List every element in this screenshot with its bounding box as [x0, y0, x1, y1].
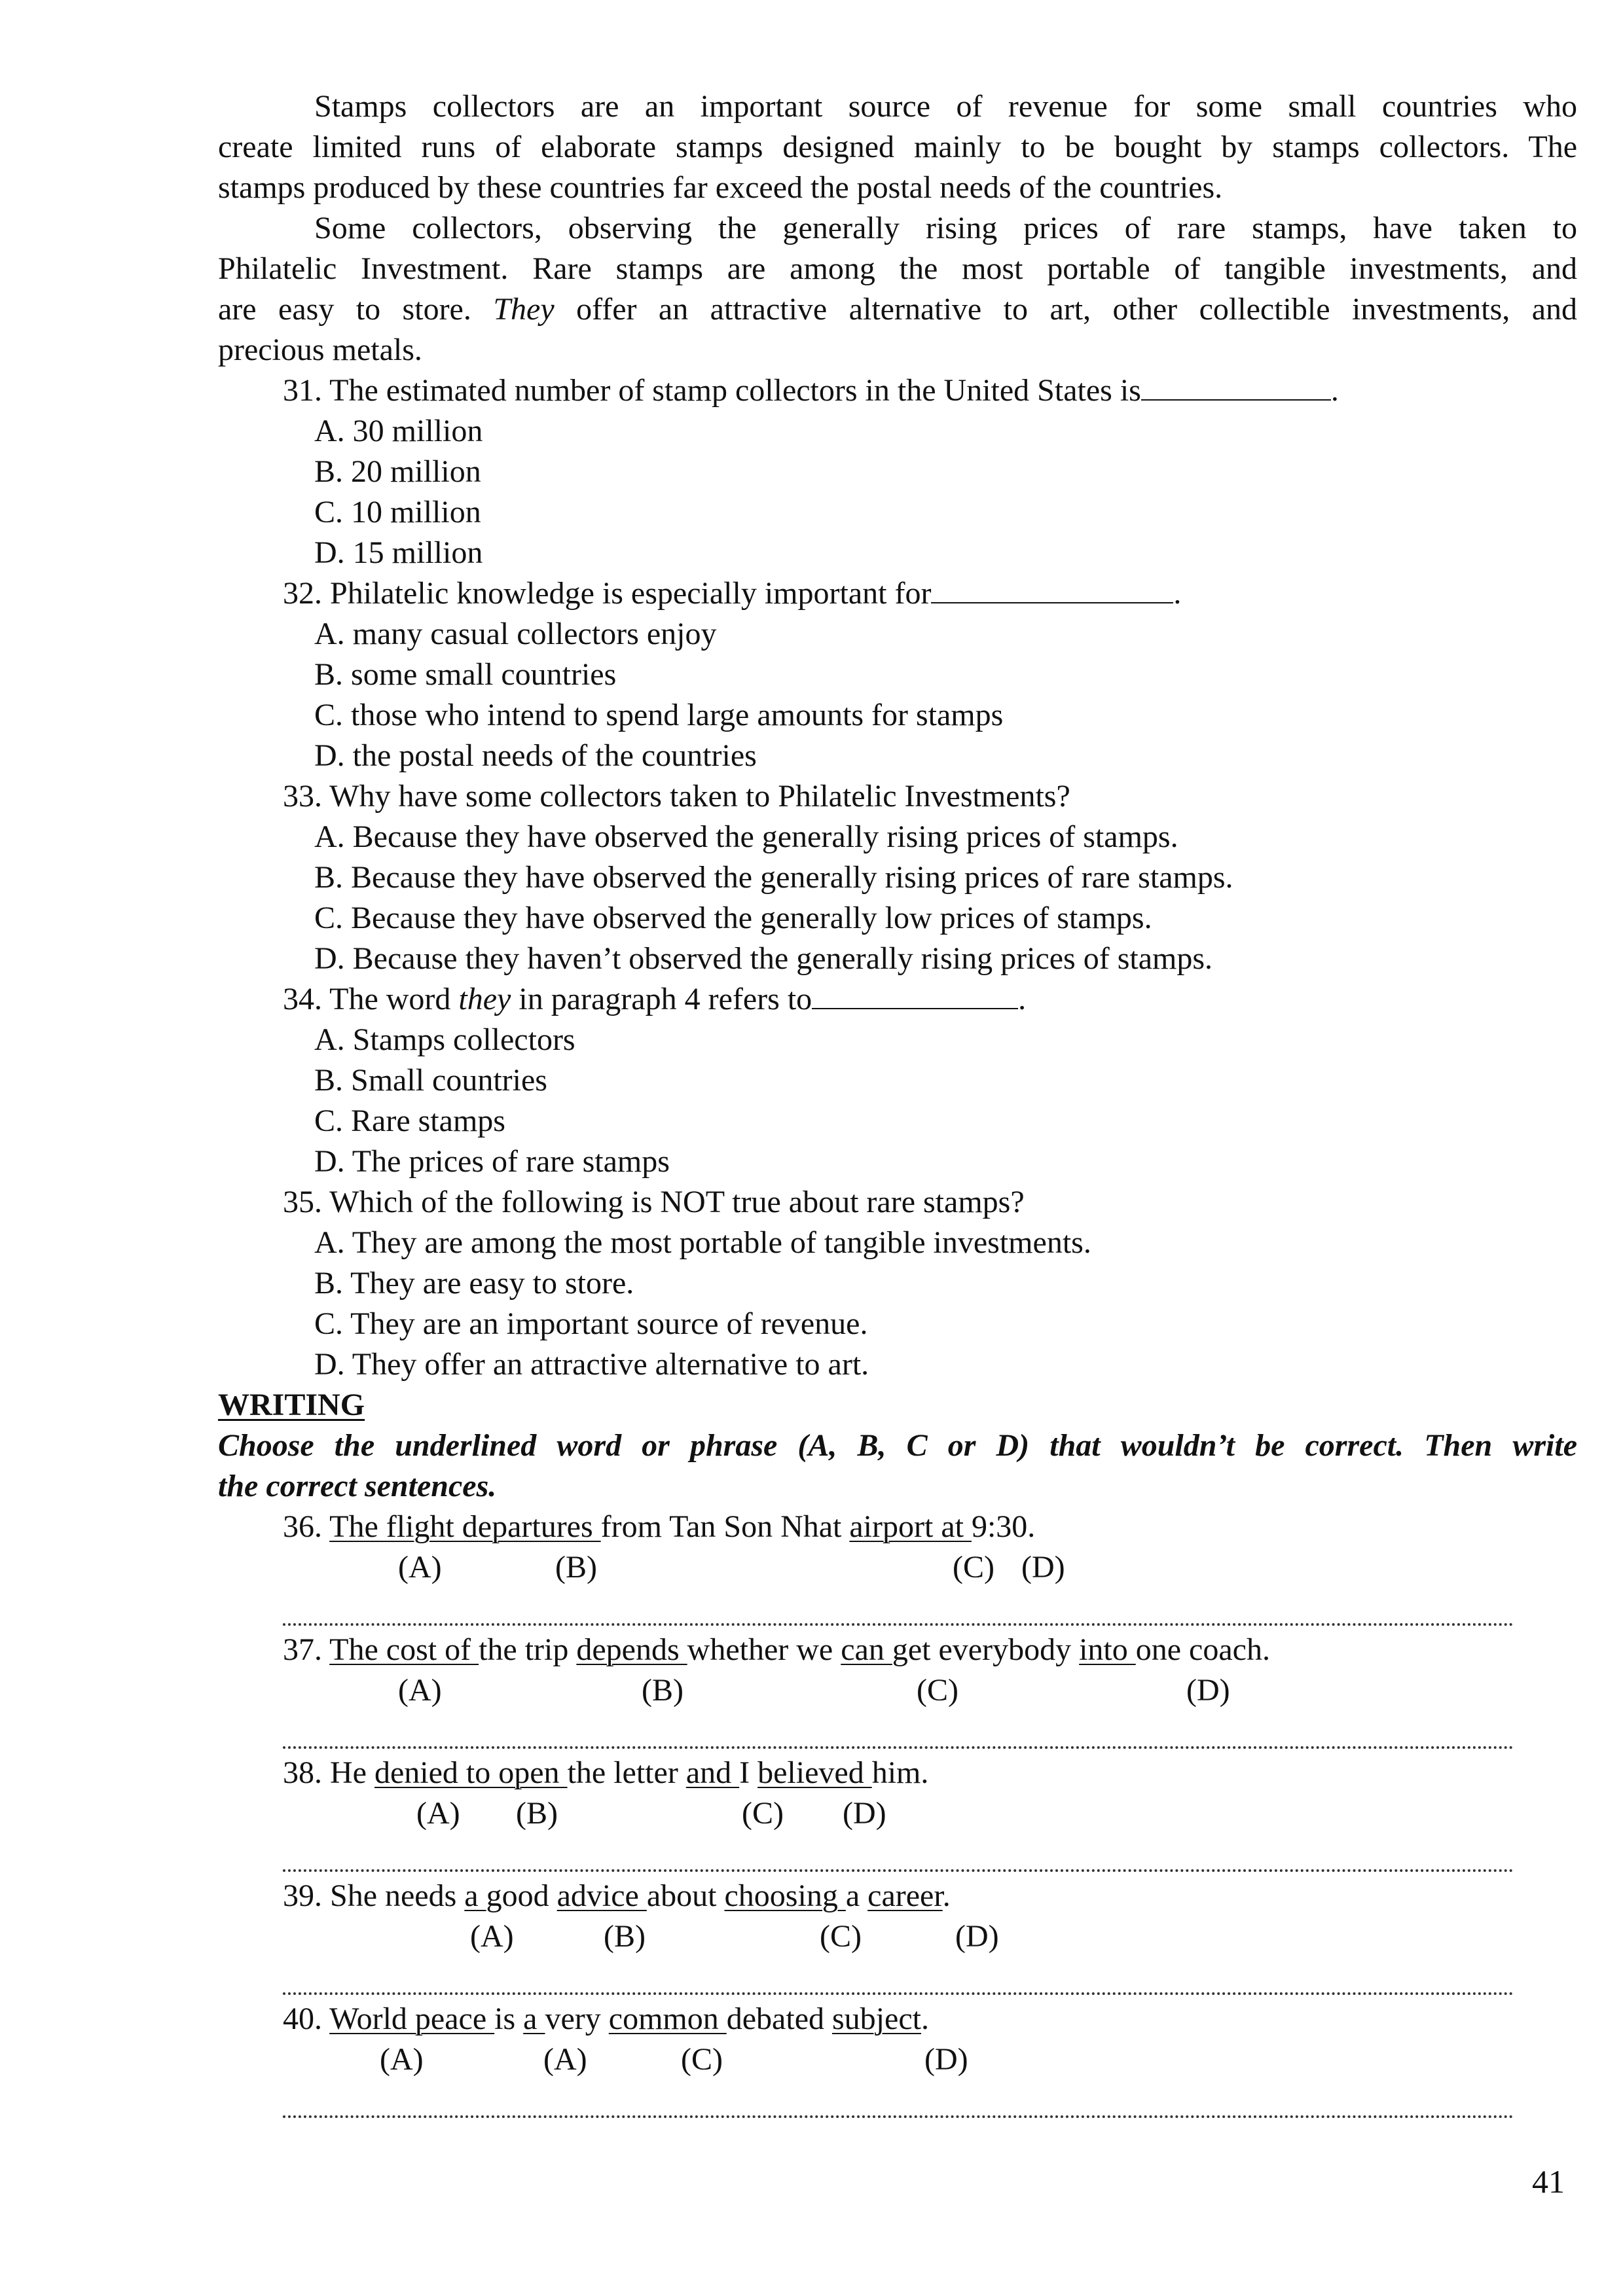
underlined-segment[interactable]: a: [523, 2001, 545, 2036]
item37-answer-line[interactable]: [283, 1720, 1514, 1749]
writing-item-36: [283, 1507, 1035, 1547]
q34-option-c[interactable]: C. Rare stamps: [314, 1103, 505, 1138]
passage-p1-line2: create limited runs of elaborate stamps designed mainly to be bought by stamps collectors. The: [218, 130, 1577, 164]
item36-label-b: (B): [555, 1550, 597, 1585]
underlined-segment[interactable]: airport at: [849, 1509, 972, 1544]
item40-label-c: (C): [681, 2042, 723, 2077]
writing-item-38: [283, 1753, 928, 1793]
q33-option-a[interactable]: A. Because they have observed the generally rising prices of stamps.: [314, 819, 1178, 854]
q34-answer-blank[interactable]: [812, 979, 1018, 1009]
item36-answer-line[interactable]: [283, 1597, 1514, 1626]
question-32-stem: [283, 573, 1181, 614]
sentence-text: 40.: [283, 2001, 330, 2036]
q34-stem-text: in paragraph 4 refers to: [519, 982, 812, 1016]
q32-option-a[interactable]: A. many casual collectors enjoy: [314, 617, 717, 651]
q33-option-d[interactable]: D. Because they haven’t observed the generally rising prices of stamps.: [314, 941, 1213, 976]
item36-label-d: (D): [1021, 1550, 1065, 1585]
sentence-text: good: [486, 1878, 557, 1913]
sentence-text: .: [921, 2001, 929, 2036]
sentence-text: whether we: [687, 1632, 841, 1667]
item40-label-a2: (A): [543, 2042, 587, 2077]
q35-option-a[interactable]: A. They are among the most portable of tangible investments.: [314, 1225, 1091, 1260]
passage-p1-line3: stamps produced by these countries far exceed the postal needs of the countries.: [218, 170, 1223, 205]
writing-heading: WRITING: [218, 1388, 365, 1422]
item40-label-a: (A): [380, 2042, 424, 2077]
q34-option-d[interactable]: D. The prices of rare stamps: [314, 1144, 670, 1179]
q34-option-b[interactable]: B. Small countries: [314, 1063, 547, 1098]
underlined-segment[interactable]: depends: [576, 1632, 687, 1667]
passage-p1-line1: Stamps collectors are an important source of revenue for some small countries who: [314, 89, 1577, 124]
item38-label-d: (D): [843, 1796, 886, 1831]
sentence-text: 36.: [283, 1509, 330, 1544]
writing-instruction-line2: the correct sentences.: [218, 1469, 497, 1503]
underlined-segment[interactable]: a: [464, 1878, 486, 1913]
q31-option-d[interactable]: D. 15 million: [314, 535, 483, 570]
q34-stem-start: 34. The word: [283, 982, 451, 1016]
q31-stem-text: 31. The estimated number of stamp collectors in the United States is: [283, 373, 1141, 408]
sentence-text: him.: [871, 1755, 929, 1790]
underlined-segment[interactable]: believed: [757, 1755, 872, 1790]
item39-label-b: (B): [604, 1919, 646, 1954]
underlined-segment[interactable]: choosing: [724, 1878, 846, 1913]
passage-p2-line1: Some collectors, observing the generally rising prices of rare stamps, have taken to: [314, 211, 1577, 245]
underlined-segment[interactable]: The flight departures: [329, 1509, 601, 1544]
q32-option-d[interactable]: D. the postal needs of the countries: [314, 738, 757, 773]
item37-label-d: (D): [1186, 1673, 1230, 1708]
underlined-segment[interactable]: denied to open: [374, 1755, 568, 1790]
writing-item-37: [283, 1630, 1270, 1670]
writing-item-39: [283, 1876, 951, 1916]
q32-answer-blank[interactable]: [931, 573, 1173, 603]
underlined-segment[interactable]: The cost of: [329, 1632, 479, 1667]
item40-label-d: (D): [924, 2042, 968, 2077]
writing-instruction-line1: Choose the underlined word or phrase (A, B, C or D) that wouldn’t be correct. Then write: [218, 1428, 1577, 1463]
sentence-text: the letter: [567, 1755, 686, 1790]
item39-answer-line[interactable]: [283, 1966, 1514, 1995]
item36-label-c: (C): [953, 1550, 994, 1585]
item39-label-c: (C): [820, 1919, 862, 1954]
sentence-text: .: [942, 1878, 951, 1913]
item38-answer-line[interactable]: [283, 1843, 1514, 1872]
sentence-text: about: [646, 1878, 725, 1913]
q31-option-a[interactable]: A. 30 million: [314, 414, 483, 448]
underlined-segment[interactable]: into: [1079, 1632, 1136, 1667]
q31-option-c[interactable]: C. 10 million: [314, 495, 481, 529]
q33-option-b[interactable]: B. Because they have observed the generally rising prices of rare stamps.: [314, 860, 1233, 895]
q31-stem-end: .: [1330, 373, 1339, 408]
q33-option-c[interactable]: C. Because they have observed the generally low prices of stamps.: [314, 901, 1152, 935]
q32-stem-text: 32. Philatelic knowledge is especially important for: [283, 576, 932, 611]
sentence-text: one coach.: [1135, 1632, 1270, 1667]
sentence-text: I: [739, 1755, 758, 1790]
item38-label-c: (C): [742, 1796, 784, 1831]
passage-p2-line4: precious metals.: [218, 332, 422, 367]
sentence-text: the trip: [479, 1632, 577, 1667]
underlined-segment[interactable]: subject: [832, 2001, 921, 2036]
question-33-stem: 33. Why have some collectors taken to Philatelic Investments?: [283, 779, 1070, 814]
passage-p2-line3: [218, 289, 1577, 330]
q31-answer-blank[interactable]: [1141, 370, 1331, 401]
item36-label-a: (A): [398, 1550, 442, 1585]
q34-option-a[interactable]: A. Stamps collectors: [314, 1022, 575, 1057]
item39-label-d: (D): [955, 1919, 999, 1954]
underlined-segment[interactable]: World peace: [329, 2001, 495, 2036]
q31-option-b[interactable]: B. 20 million: [314, 454, 481, 489]
item38-label-b: (B): [516, 1796, 558, 1831]
question-35-stem: 35. Which of the following is NOT true about rare stamps?: [283, 1185, 1025, 1219]
p2-they-word: They: [493, 292, 555, 327]
question-34-stem: [283, 979, 1026, 1020]
passage-p2-line2: Philatelic Investment. Rare stamps are among the most portable of tangible investments, and: [218, 251, 1577, 286]
q35-option-c[interactable]: C. They are an important source of revenue.: [314, 1306, 868, 1341]
sentence-text: from Tan Son Nhat: [600, 1509, 850, 1544]
sentence-text: 38. He: [283, 1755, 374, 1790]
sentence-text: a: [845, 1878, 868, 1913]
item37-label-c: (C): [917, 1673, 958, 1708]
item38-label-a: (A): [416, 1796, 460, 1831]
sentence-text: 37.: [283, 1632, 330, 1667]
q32-stem-end: .: [1173, 576, 1182, 611]
underlined-segment[interactable]: advice: [556, 1878, 647, 1913]
sentence-text: get everybody: [892, 1632, 1080, 1667]
sentence-text: very: [545, 2001, 609, 2036]
sentence-text: debated: [726, 2001, 832, 2036]
q35-option-b[interactable]: B. They are easy to store.: [314, 1266, 634, 1300]
writing-item-40: [283, 1999, 929, 2039]
item37-label-a: (A): [398, 1673, 442, 1708]
item40-answer-line[interactable]: [283, 2089, 1514, 2118]
underlined-segment[interactable]: career: [867, 1878, 943, 1913]
p2-line3-end: offer an attractive alternative to art, other collectible investments, and: [576, 292, 1578, 327]
page-number: 41: [1532, 2163, 1565, 2200]
underlined-segment[interactable]: can: [841, 1632, 892, 1667]
item39-label-a: (A): [470, 1919, 514, 1954]
sentence-text: 39. She needs: [283, 1878, 465, 1913]
q34-they-word: they: [458, 982, 511, 1016]
q35-option-d[interactable]: D. They offer an attractive alternative to art.: [314, 1347, 869, 1382]
underlined-segment[interactable]: and: [685, 1755, 740, 1790]
underlined-segment[interactable]: common: [608, 2001, 727, 2036]
sentence-text: 9:30.: [971, 1509, 1036, 1544]
question-31-stem: [283, 370, 1339, 411]
q34-stem-end: .: [1018, 982, 1027, 1016]
sentence-text: is: [494, 2001, 524, 2036]
item37-label-b: (B): [642, 1673, 684, 1708]
p2-line3-start: are easy to store.: [218, 292, 471, 327]
q32-option-b[interactable]: B. some small countries: [314, 657, 617, 692]
q32-option-c[interactable]: C. those who intend to spend large amounts for stamps: [314, 698, 1004, 732]
